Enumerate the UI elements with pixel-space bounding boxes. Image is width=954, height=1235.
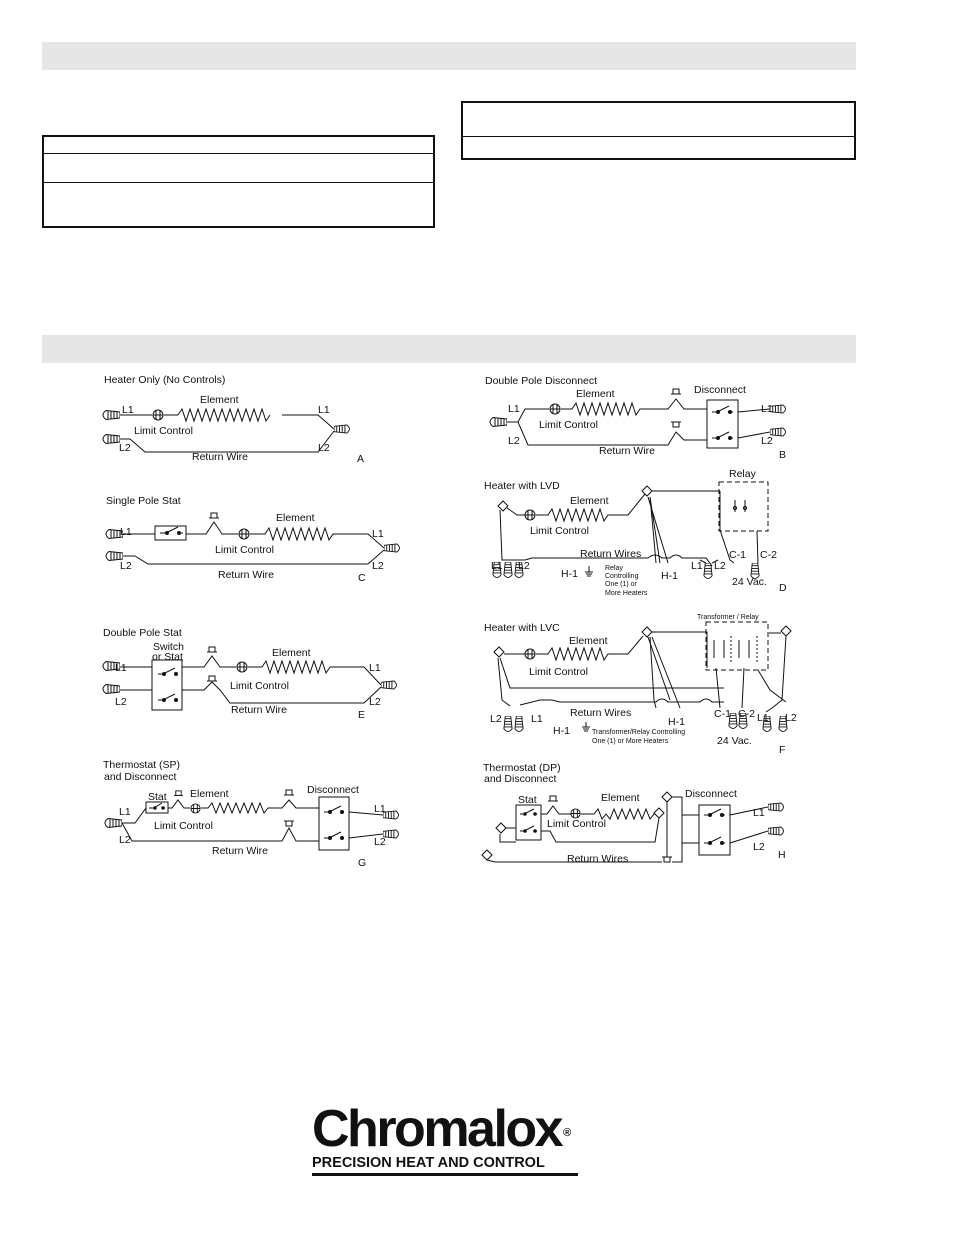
diagram-label: Limit Control — [215, 544, 274, 556]
diagram-label: Return Wires — [580, 548, 642, 560]
diagram-label: Controlling — [605, 573, 639, 580]
diagram-label: and Disconnect — [484, 773, 557, 785]
diagram-label: L2 — [753, 841, 765, 853]
diagram-label: Limit Control — [539, 419, 598, 431]
diagram-label: Thermostat (SP) — [103, 759, 181, 771]
diagram-c-title: Single Pole Stat — [106, 495, 181, 507]
a-letter: A — [357, 453, 365, 465]
wirenut-icon — [334, 425, 349, 433]
a-l2-right: L2 — [318, 442, 330, 454]
terminal-icon — [642, 486, 652, 496]
diagram-label: Transformer/Relay Controlling — [592, 729, 686, 736]
diagram-label: Element — [569, 635, 608, 647]
diagram-label: B — [779, 449, 787, 461]
diagram-label: L2 — [374, 836, 386, 848]
diagram-label: One (1) or More Heaters — [592, 738, 669, 745]
transformer-relay-box — [706, 622, 768, 670]
diagram-label: C-1 — [729, 549, 746, 561]
terminal-icon — [209, 513, 219, 518]
diagram-label: L2 — [120, 560, 132, 572]
diagram-label: Return Wire — [599, 445, 656, 457]
diagram-label: L1 — [531, 713, 543, 725]
diagram-label: C-2 — [738, 708, 755, 720]
diagram-d — [484, 468, 787, 597]
disconnect-icon — [319, 797, 349, 850]
relay-box — [719, 482, 768, 531]
diagram-label: L1 — [691, 560, 703, 572]
diagram-label: Limit Control — [547, 818, 606, 830]
diagram-label: G — [358, 857, 367, 869]
diagram-label: and Disconnect — [104, 771, 177, 783]
diagram-label: Limit Control — [154, 820, 213, 832]
limit-control-icon — [153, 410, 163, 420]
diagram-label: Element — [272, 647, 311, 659]
diagram-label: L1 — [115, 662, 127, 674]
diagram-label: Heater with LVD — [484, 480, 560, 492]
registered-mark: ® — [563, 1127, 572, 1139]
diagram-g — [103, 759, 398, 869]
diagram-label: 24 Vac. — [717, 735, 752, 747]
a-return: Return Wire — [192, 451, 249, 463]
ground-icon — [585, 566, 593, 576]
diagram-label: H — [778, 849, 786, 861]
terminal-icon — [498, 501, 508, 511]
diagram-label: Return Wires — [567, 853, 629, 865]
diagram-label: Relay — [729, 468, 756, 480]
diagram-label: L1 — [753, 807, 765, 819]
diagram-label: L1 — [374, 803, 386, 815]
diagram-e-title: Double Pole Stat — [103, 627, 182, 639]
diagram-label: 24 Vac. — [732, 576, 767, 588]
diagram-label: H-1 — [668, 716, 685, 728]
chromalox-logo — [312, 1100, 584, 1176]
diagram-a-title: Heater Only (No Controls) — [104, 374, 226, 386]
diagram-label: or Stat — [152, 651, 183, 663]
diagram-label: L2 — [785, 712, 797, 724]
diagram-label: L2 — [369, 696, 381, 708]
diagram-label: H-1 — [661, 570, 678, 582]
heating-element-icon — [178, 409, 270, 421]
diagram-label: Disconnect — [694, 384, 746, 396]
a-limit: Limit Control — [134, 425, 193, 437]
diagram-label: L2 — [761, 435, 773, 447]
diagram-label: L1 — [491, 560, 503, 572]
a-l1-right: L1 — [318, 404, 330, 416]
diagram-label: Limit Control — [230, 680, 289, 692]
logo-tagline: PRECISION HEAT AND CONTROL — [312, 1155, 578, 1176]
diagram-label: Limit Control — [530, 525, 589, 537]
diagram-e — [103, 627, 396, 721]
diagram-label: D — [779, 582, 787, 594]
diagram-label: L2 — [372, 560, 384, 572]
a-l2-left: L2 — [119, 442, 131, 454]
diagram-label: Element — [276, 512, 315, 524]
diagram-label: Disconnect — [685, 788, 737, 800]
diagram-label: L1 — [119, 806, 131, 818]
diagram-label: L2 — [119, 834, 131, 846]
diagram-label: Relay — [605, 565, 623, 572]
diagram-label: L2 — [714, 560, 726, 572]
disconnect-icon — [707, 400, 738, 448]
diagram-a — [103, 374, 364, 465]
diagram-label: Heater with LVC — [484, 622, 560, 634]
diagram-label: L1 — [757, 712, 769, 724]
diagram-label: Disconnect — [307, 784, 359, 796]
diagram-label: L2 — [490, 713, 502, 725]
diagram-label: Return Wire — [231, 704, 288, 716]
diagram-label: Return Wire — [218, 569, 275, 581]
diagram-label: H-1 — [553, 725, 570, 737]
diagram-label: L1 — [372, 528, 384, 540]
diagram-label: One (1) or — [605, 581, 637, 588]
diagram-label: Element — [190, 788, 229, 800]
diagram-label: L1 — [761, 403, 773, 415]
diagram-label: Return Wires — [570, 707, 632, 719]
diagram-label: H-1 — [561, 568, 578, 580]
diagram-label: L2 — [518, 560, 530, 572]
diagram-label: L1 — [120, 526, 132, 538]
diagram-h — [482, 762, 786, 865]
diagram-label: Stat — [518, 794, 537, 806]
diagram-label: E — [358, 709, 366, 721]
diagram-label: C-2 — [760, 549, 777, 561]
logo-wordmark — [312, 1100, 584, 1158]
diagram-label: Thermostat (DP) — [483, 762, 561, 774]
diagram-label: Double Pole Disconnect — [485, 375, 598, 387]
diagram-label: L2 — [115, 696, 127, 708]
diagram-c — [106, 495, 399, 584]
wirenut-icon — [103, 435, 120, 444]
diagram-label: C-1 — [714, 708, 731, 720]
diagram-label: L1 — [369, 662, 381, 674]
diagram-label: Element — [601, 792, 640, 804]
diagram-label: More Heaters — [605, 590, 648, 597]
logo-name-text: Chromalox — [312, 1100, 562, 1158]
limit-control-icon — [239, 529, 249, 539]
ground-icon — [582, 722, 590, 731]
diagram-label: Return Wire — [212, 845, 269, 857]
a-l1-left: L1 — [122, 404, 134, 416]
diagram-label: C — [358, 572, 366, 584]
stat-icon — [516, 805, 541, 840]
diagram-label: Limit Control — [529, 666, 588, 678]
diagram-f — [484, 614, 797, 756]
diagram-label: L2 — [508, 435, 520, 447]
diagram-label: L1 — [508, 403, 520, 415]
diagram-label: Element — [576, 388, 615, 400]
diagram-label: F — [779, 744, 786, 756]
diagram-label: Stat — [148, 791, 167, 803]
diagram-b — [485, 375, 786, 461]
diagram-label: Switch — [153, 641, 184, 653]
double-pole-stat-icon — [152, 660, 182, 710]
a-element: Element — [200, 394, 239, 406]
diagram-label: Transformer / Relay — [697, 614, 759, 621]
diagram-label: Element — [570, 495, 609, 507]
wirenut-icon — [103, 411, 120, 420]
